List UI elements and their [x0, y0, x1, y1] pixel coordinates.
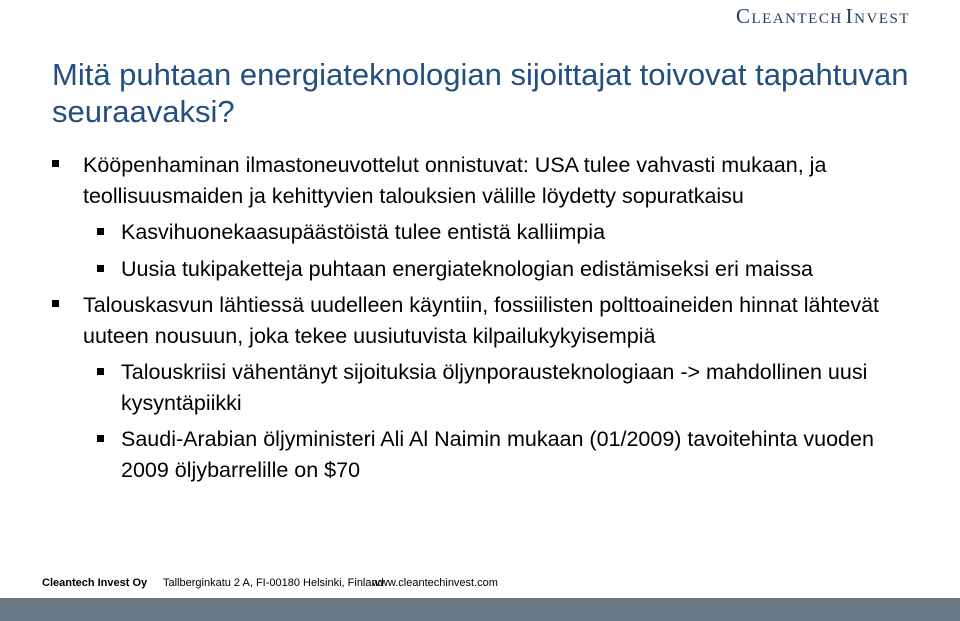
square-bullet-icon: [52, 160, 59, 167]
slide-title: Mitä puhtaan energiateknologian sijoittajat toivovat tapahtuvan seuraavaksi?: [52, 57, 909, 129]
footer-website: www.cleantechinvest.com: [372, 577, 498, 589]
sub-bullet-item: [50, 254, 920, 285]
sub-bullet-text: Uusia tukipaketteja puhtaan energiateknologian edistämiseksi eri maissa: [121, 256, 813, 281]
logo-text-cleantech: Cleantech: [736, 4, 843, 28]
sub-bullet-item: [50, 424, 920, 485]
square-bullet-icon: [97, 435, 104, 442]
logo-text-invest: Invest: [845, 4, 910, 28]
bullet-text: Talouskasvun lähtiessä uudelleen käyntiin, fossiilisten polttoaineiden hinnat lähtevät uuteen nousuun, joka tekee uusiutuvista kilpailukykyisempiä: [83, 293, 880, 348]
square-bullet-icon: [97, 228, 104, 235]
bottom-bar: [0, 598, 960, 621]
sub-bullet-text: Saudi-Arabian öljyministeri Ali Al Naimin mukaan (01/2009) tavoitehinta vuoden 2009 öljybarrelille on $70: [121, 427, 874, 482]
sub-bullet-text: Talouskriisi vähentänyt sijoituksia öljynporausteknologiaan -> mahdollinen uusi kysyntäpiikki: [121, 360, 868, 415]
footer-address: Tallberginkatu 2 A, FI-00180 Helsinki, Finland: [163, 577, 384, 589]
sub-bullet-item: [50, 357, 920, 418]
sub-bullet-item: [50, 217, 920, 248]
sub-bullet-text: Kasvihuonekaasupäästöistä tulee entistä kalliimpia: [121, 220, 606, 244]
bullet-item: [50, 290, 920, 351]
footer-company: Cleantech Invest Oy: [42, 577, 148, 589]
footer: [0, 577, 960, 593]
bullet-text: Kööpenhaminan ilmastoneuvottelut onnistuvat: USA tulee vahvasti mukaan, ja teollisuusmaiden ja kehittyvien talouksien välille löydetty sopuratkaisu: [83, 153, 827, 208]
square-bullet-icon: [97, 265, 104, 272]
square-bullet-icon: [97, 368, 104, 375]
bullet-list: [50, 150, 920, 485]
bullet-item: [50, 150, 920, 211]
square-bullet-icon: [52, 300, 59, 307]
company-logo: [736, 4, 910, 29]
